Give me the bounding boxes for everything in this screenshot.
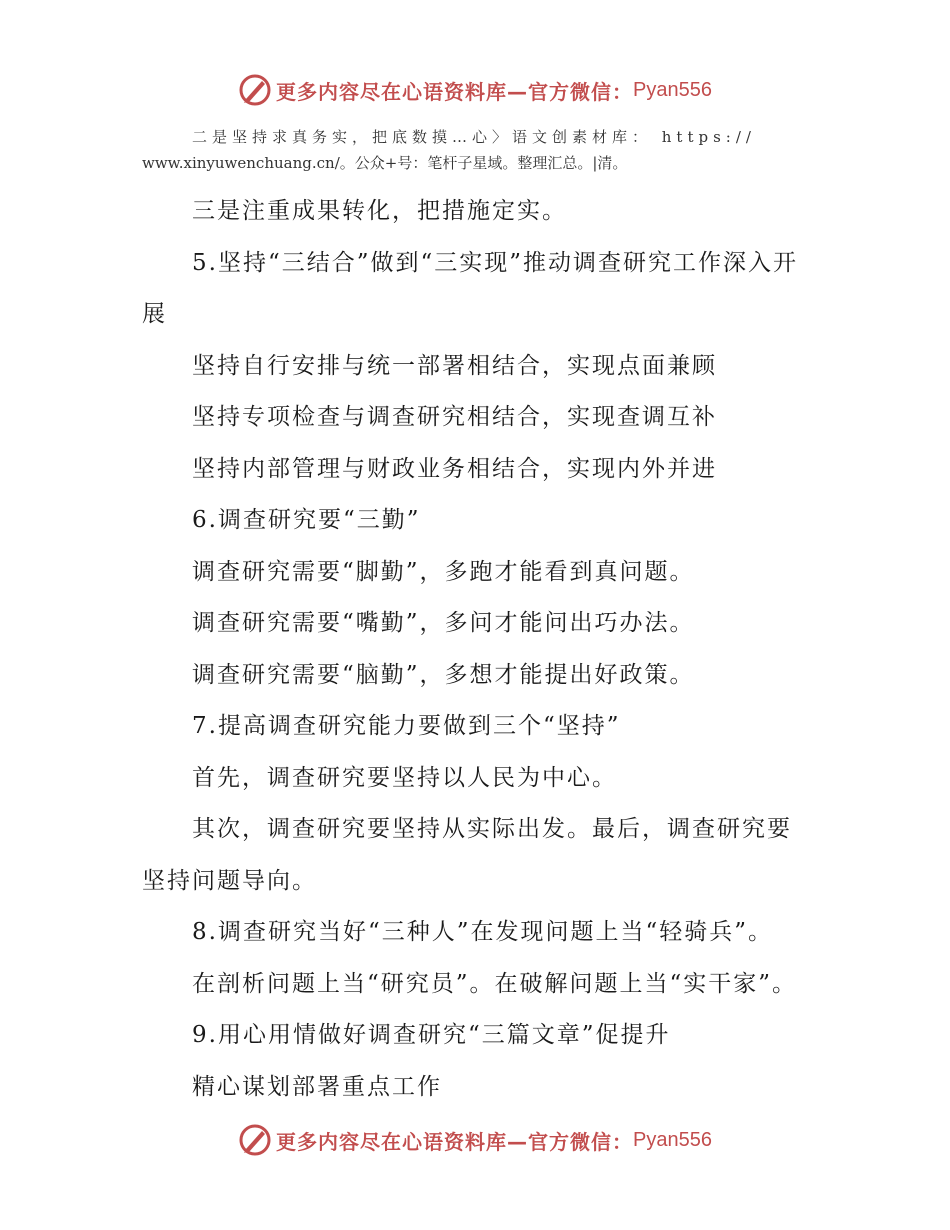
paragraph: 调查研究需要“嘴勤”，多问才能问出巧办法。 [192,610,695,636]
source-note-line-2: www.xinyuwenchuang.cn/。公众+号：笔杆子星域。整理汇总。|清。 [142,154,628,172]
paragraph: 其次，调查研究要坚持从实际出发。最后，调查研究要坚持问题导向。 [142,816,792,894]
paragraph: 坚持自行安排与统一部署相结合，实现点面兼顾 [192,352,717,379]
watermark-id: Pyan556 [633,78,712,101]
section-heading: 5.坚持“三结合”做到“三实现”推动调查研究工作深入开展 [142,249,798,327]
section-heading: 6.调查研究要“三勤” [192,507,421,533]
paragraph: 调查研究需要“脑勤”，多想才能提出好政策。 [192,661,695,688]
watermark-text: 更多内容尽在心语资料库—官方微信： [276,79,634,104]
paragraph: 首先，调查研究要坚持以人民为中心。 [192,764,617,791]
pen-logo-icon [238,1123,272,1157]
pen-logo-icon [238,73,272,107]
watermark-id: Pyan556 [633,1128,712,1151]
section-heading: 9.用心用情做好调查研究“三篇文章”促提升 [192,1022,671,1048]
paragraph: 坚持内部管理与财政业务相结合，实现内外并进 [192,455,717,482]
watermark-text: 更多内容尽在心语资料库—官方微信： [276,1129,634,1154]
paragraph: 精心谋划部署重点工作 [192,1073,442,1100]
source-note [142,124,814,176]
document-body [142,186,816,1113]
paragraph: 三是注重成果转化，把措施定实。 [192,198,567,224]
section-heading: 7.提高调查研究能力要做到三个“坚持” [192,713,621,739]
watermark-banner-top [0,68,950,112]
paragraph: 调查研究需要“脚勤”，多跑才能看到真问题。 [192,558,695,585]
section-heading: 8.调查研究当好“三种人”在发现问题上当“轻骑兵”。 [192,919,773,945]
paragraph: 在剖析问题上当“研究员”。在破解问题上当“实干家”。 [192,970,798,997]
watermark-banner-bottom [0,1118,950,1162]
source-note-line-1: 二是坚持求真务实，把底数摸…心〉语文创素材库： https:// [192,128,756,146]
paragraph: 坚持专项检查与调查研究相结合，实现查调互补 [192,404,717,430]
